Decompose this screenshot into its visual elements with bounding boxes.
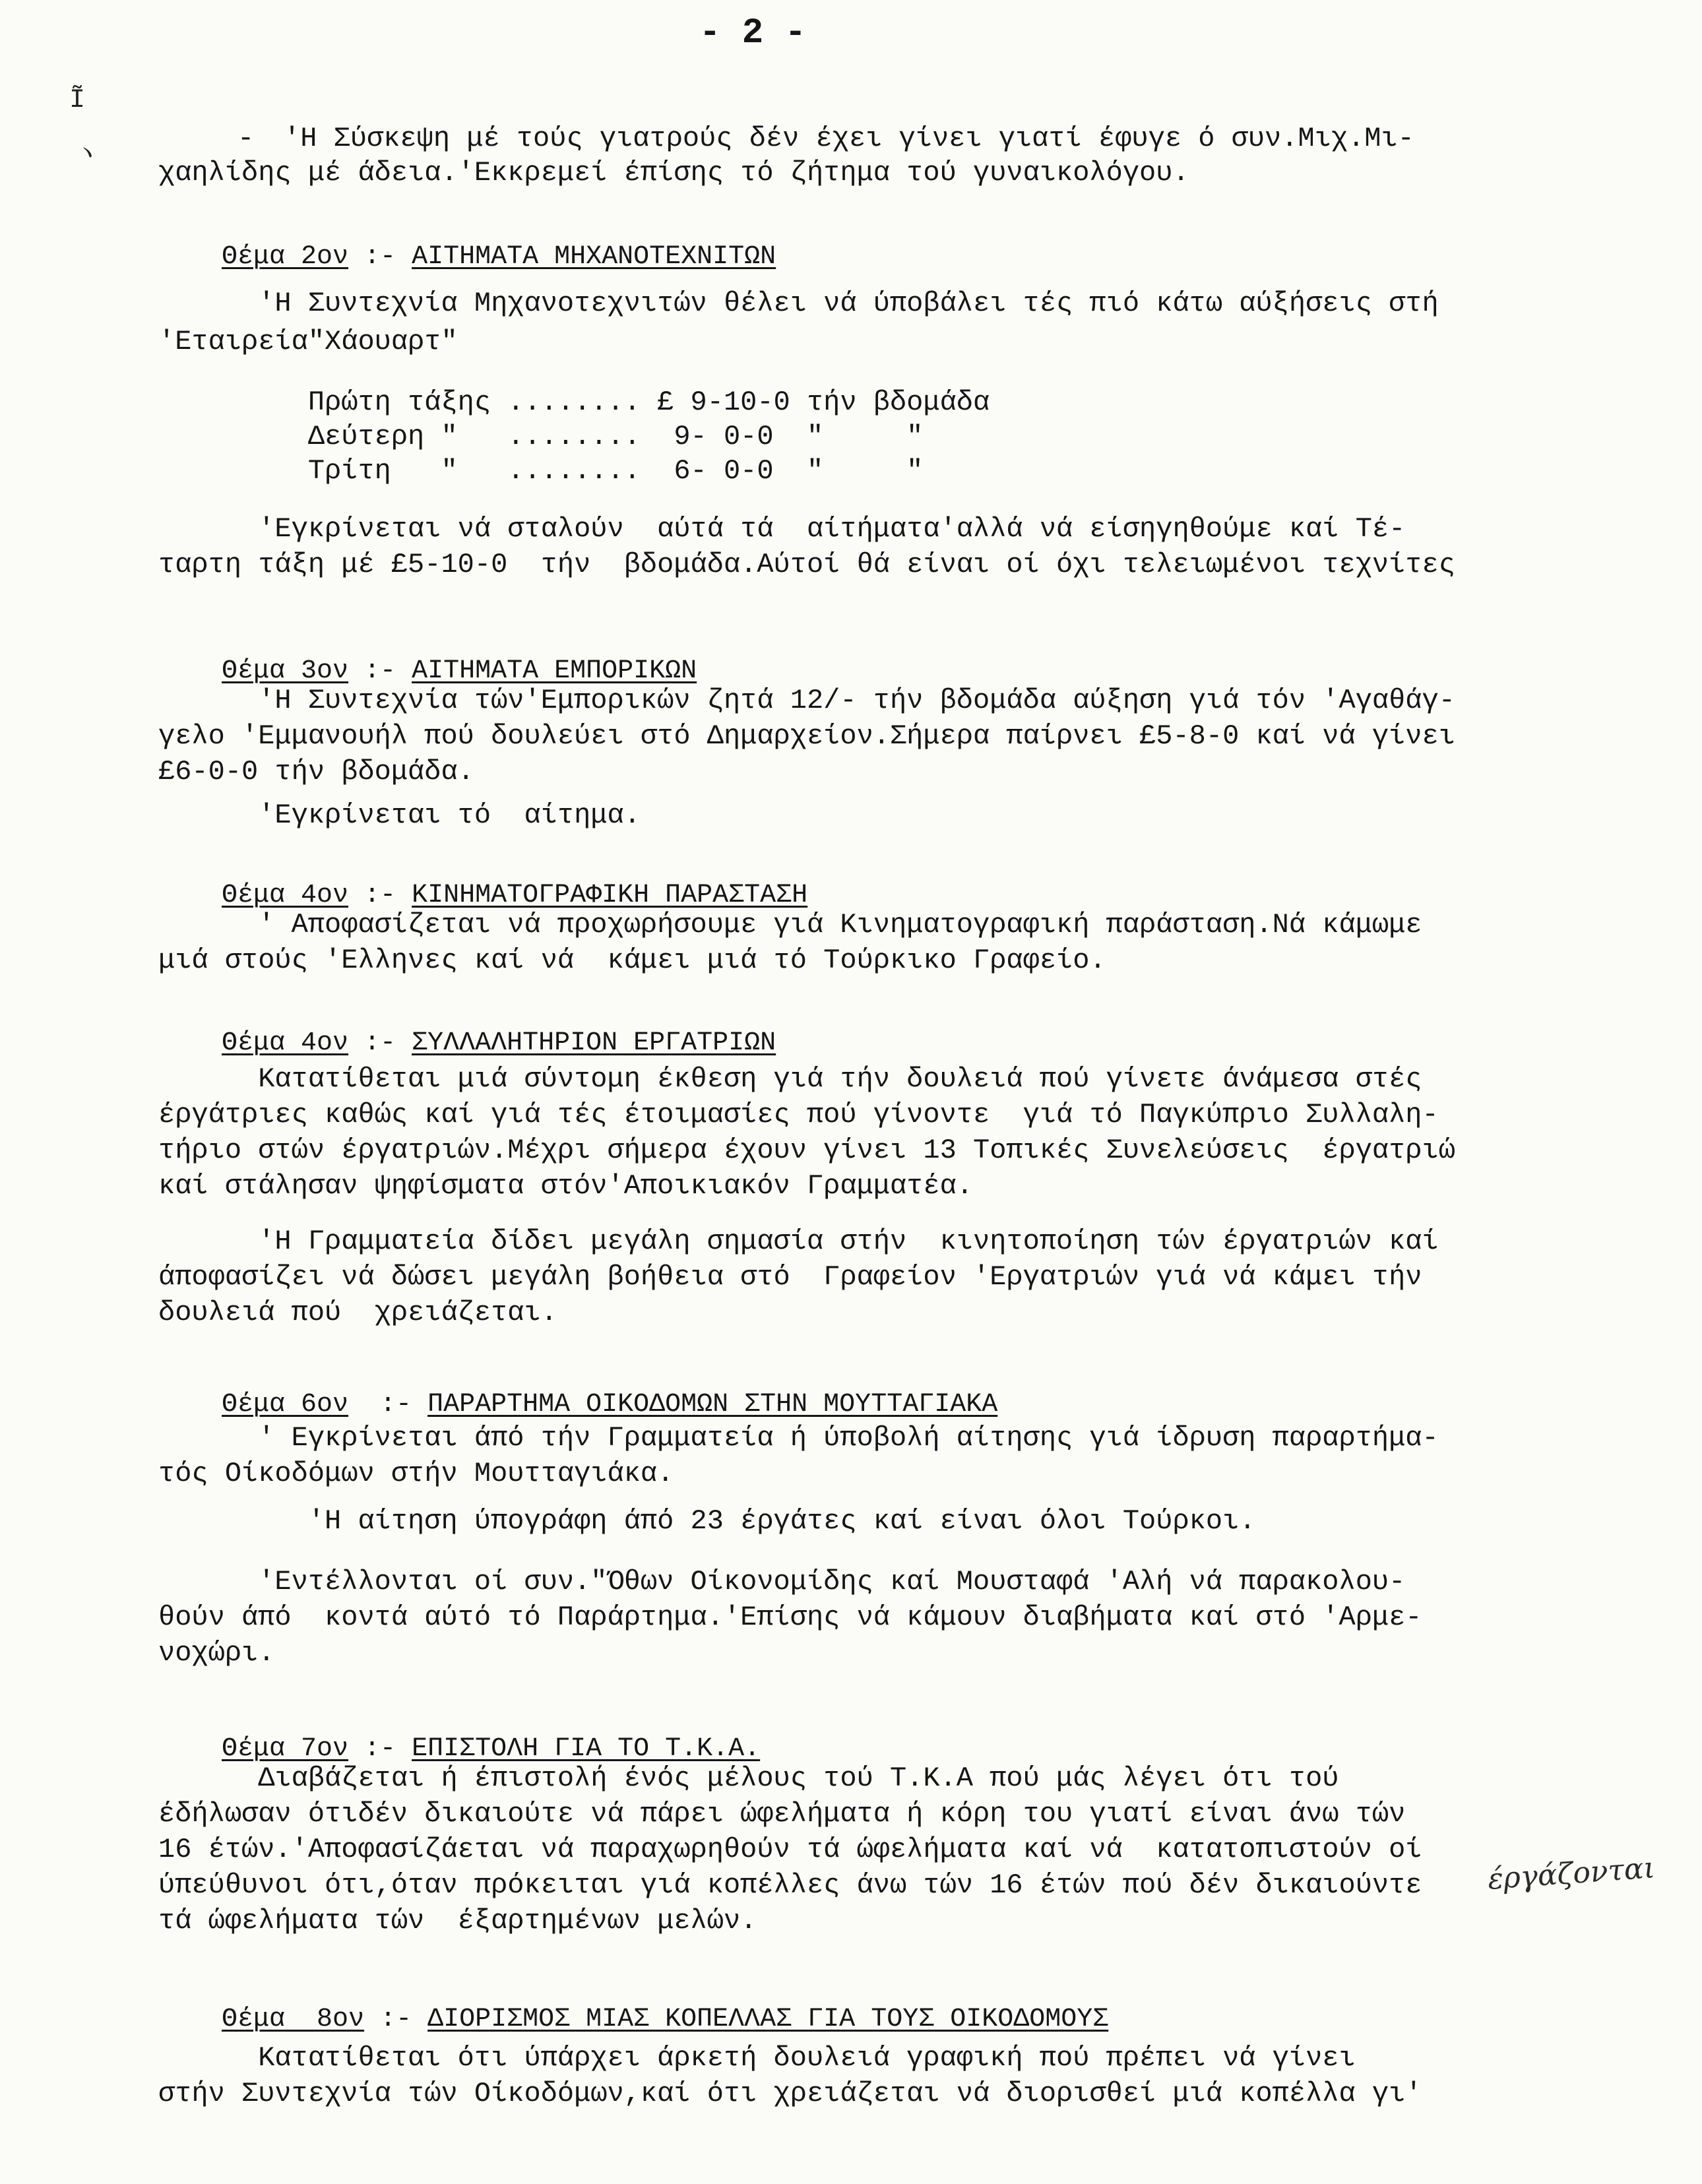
section-separator: :- — [348, 656, 412, 686]
paragraph-line: 'Η Συντεχνία Μηχανοτεχνιτών θέλει νά ύποβάλει τές πιό κάτω αύξήσεις στή — [158, 288, 1439, 319]
section-label: Θέμα 6ον — [222, 1390, 349, 1420]
paragraph-line: ταρτη τάξη μέ £5-10-0 τήν βδομάδα.Αύτοί θά είναι οί όχι τελειωμένοι τεχνίτες — [158, 549, 1455, 580]
handwritten-annotation: έργάζονται — [1486, 1851, 1656, 1896]
paragraph-line: νοχώρι. — [158, 1637, 275, 1669]
section-label: Θέμα 7ον — [222, 1734, 349, 1764]
paragraph-line: Κατατίθεται μιά σύντομη έκθεση γιά τήν δουλειά πού γίνετε άνάμεσα στές — [158, 1063, 1422, 1095]
paragraph-line: έργάτριες καθώς καί γιά τές έτοιμασίες πού γίνοντε γιά τό Παγκύπριο Συλλαλη- — [158, 1099, 1439, 1131]
paragraph-line: μιά στούς 'Ελληνες καί νά κάμει μιά τό Τούρκικο Γραφείο. — [158, 945, 1106, 976]
paragraph-line: γελο 'Εμμανουήλ πού δουλεύει στό Δημαρχείον.Σήμερα παίρνει £5-8-0 καί νά γίνει — [158, 720, 1455, 752]
paragraph-line: 'Εντέλλονται οί συν."Όθων Οίκονομίδης καί Μουσταφά 'Αλή νά παρακολου- — [158, 1566, 1406, 1598]
paragraph-line: τά ώφελήματα τών έξαρτημένων μελών. — [158, 1905, 757, 1937]
paragraph-line: 'Η Γραμματεία δίδει μεγάλη σημασία στήν κινητοποίηση τών έργατριών καί — [158, 1226, 1439, 1257]
paragraph-line: στήν Συντεχνία τών Οίκοδόμων,καί ότι χρειάζεται νά διορισθεί μιά κοπέλλα γι' — [158, 2078, 1422, 2109]
paragraph-line: 'Εταιρεία"Χάουαρτ" — [158, 326, 458, 358]
paragraph-line: τός Οίκοδόμων στήν Μουτταγιάκα. — [158, 1458, 674, 1489]
section-title: ΣΥΛΛΑΛΗΤΗΡΙΟΝ ΕΡΓΑΤΡΙΩΝ — [412, 1028, 776, 1058]
paragraph-line: 'Εγκρίνεται τό αίτημα. — [158, 799, 641, 831]
paragraph-line: δουλειά πού χρειάζεται. — [158, 1297, 557, 1328]
section-label: Θέμα 8ον — [222, 2005, 365, 2034]
paragraph-line: Διαβάζεται ή έπιστολή ένός μέλους τού Τ.Κ.Α πού μάς λέγει ότι τού — [158, 1763, 1339, 1794]
paragraph-line: ύπεύθυνοι ότι,όταν πρόκειται γιά κοπέλλες άνω τών 16 έτών πού δέν δικαιούντε — [158, 1869, 1422, 1901]
section-title: ΠΑΡΑΡΤΗΜΑ ΟΙΚΟΔΟΜΩΝ ΣΤΗΝ ΜΟΥΤΤΑΓΙΑΚΑ — [427, 1390, 998, 1420]
paragraph-line: Κατατίθεται ότι ύπάρχει άρκετή δουλειά γραφική πού πρέπει νά γίνει — [158, 2042, 1356, 2074]
pay-rate-row: Τρίτη " ........ 6- 0-0 " " — [158, 455, 924, 487]
section-separator: :- — [364, 2005, 428, 2034]
intro-line: χαηλίδης μέ άδεια.'Εκκρεμεί έπίσης τό ζήτημα τού γυναικολόγου. — [158, 157, 1189, 189]
section-separator: :- — [348, 1390, 428, 1420]
section-title: ΑΙΤΗΜΑΤΑ ΜΗΧΑΝΟΤΕΧΝΙΤΩΝ — [412, 242, 776, 272]
margin-mark: ヽ — [74, 140, 100, 170]
section-label: Θέμα 4ον — [222, 1028, 349, 1058]
paragraph-line: 16 έτών.'Αποφασίζάεται νά παραχωρηθούν τά ώφελήματα καί νά κατατοπιστούν οί — [158, 1834, 1422, 1865]
section-title: ΔΙΟΡΙΣΜΟΣ ΜΙΑΣ ΚΟΠΕΛΛΑΣ ΓΙΑ ΤΟΥΣ ΟΙΚΟΔΟΜΟΥΣ — [427, 2005, 1109, 2034]
section-separator: :- — [348, 242, 412, 272]
paragraph-line: καί στάλησαν ψηφίσματα στόν'Αποικιακόν Γραμματέα. — [158, 1170, 974, 1202]
section-title: ΑΙΤΗΜΑΤΑ ΕΜΠΟΡΙΚΩΝ — [412, 656, 697, 686]
paragraph-line: άποφασίζει νά δώσει μεγάλη βοήθεια στό Γραφείον 'Εργατριών γιά νά κάμει τήν — [158, 1261, 1422, 1293]
section-title: ΕΠΙΣΤΟΛΗ ΓΙΑ ΤΟ Τ.Κ.Α. — [412, 1734, 761, 1764]
pay-rate-row: Πρώτη τάξης ........ £ 9-10-0 τήν βδομάδα — [158, 387, 990, 418]
paragraph-line: 'Η Συντεχνία τών'Εμπορικών ζητά 12/- τήν βδομάδα αύξηση γιά τόν 'Αγαθάγ- — [158, 685, 1455, 716]
section-separator: :- — [348, 1734, 412, 1764]
pay-rate-row: Δεύτερη " ........ 9- 0-0 " " — [158, 421, 924, 452]
paragraph-line: £6-0-0 τήν βδομάδα. — [158, 756, 474, 788]
intro-line: 'Η Σύσκεψη μέ τούς γιατρούς δέν έχει γίνει γιατί έφυγε ό συν.Μιχ.Μι- — [284, 123, 1414, 154]
section-separator: :- — [348, 881, 412, 910]
section-title: ΚΙΝΗΜΑΤΟΓΡΑΦΙΚΗ ΠΑΡΑΣΤΑΣΗ — [412, 881, 808, 910]
margin-mark: Ĩ — [69, 86, 86, 115]
paragraph-line: ' Εγκρίνεται άπό τήν Γραμματεία ή ύποβολή αίτησης γιά ίδρυση παραρτήμα- — [158, 1422, 1439, 1454]
paragraph-line: θούν άπό κοντά αύτό τό Παράρτημα.'Επίσης νά κάμουν διαβήματα καί στό 'Αρμε- — [158, 1602, 1422, 1633]
paragraph-line: τήριο στών έργατριών.Μέχρι σήμερα έχουν γίνει 13 Τοπικές Συνελεύσεις έργατριώ — [158, 1135, 1455, 1166]
intro-bullet: - — [237, 123, 255, 154]
section-label: Θέμα 3ον — [222, 656, 349, 686]
paragraph-line: ' Αποφασίζεται νά προχωρήσουμε γιά Κινηματογραφική παράσταση.Νά κάμωμε — [158, 909, 1422, 941]
page-number: - 2 - — [699, 13, 807, 53]
section-label: Θέμα 4ον — [222, 881, 349, 910]
section-label: Θέμα 2ον — [222, 242, 349, 272]
paragraph-line: 'Η αίτηση ύπογράφη άπό 23 έργάτες καί είναι όλοι Τούρκοι. — [158, 1505, 1256, 1537]
paragraph-line: έδήλωσαν ότιδέν δικαιούτε νά πάρει ώφελήματα ή κόρη του γιατί είναι άνω τών — [158, 1798, 1406, 1830]
section-separator: :- — [348, 1028, 412, 1058]
paragraph-line: 'Εγκρίνεται νά σταλούν αύτά τά αίτήματα'αλλά νά είσηγηθούμε καί Τέ- — [158, 513, 1406, 545]
